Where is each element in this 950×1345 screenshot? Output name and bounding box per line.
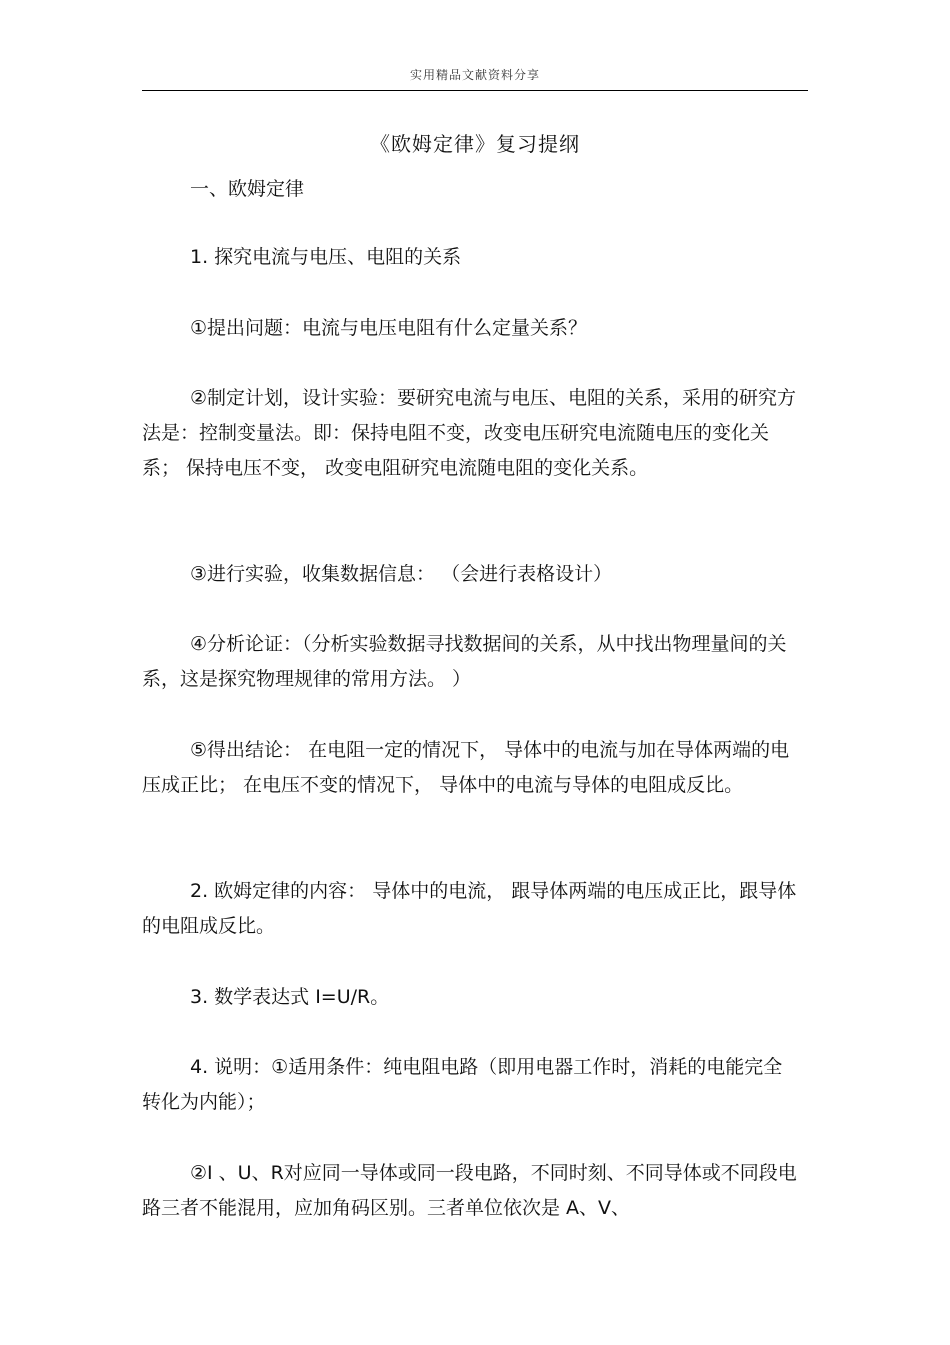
- section-heading-ohms-law: 一、欧姆定律: [190, 178, 305, 200]
- paragraph-make-plan: ②制定计划，设计实验：要研究电流与电压、电阻的关系，采用的研究方法是：控制变量法。即：保持电阻不变，改变电压研究电流随电压的变化关系； 保持电压不变， 改变电阻研究电流随电阻的变化关系。: [142, 387, 797, 479]
- page-header: 实用精品文献资料分享: [409, 68, 540, 82]
- paragraph-law-content: 2. 欧姆定律的内容： 导体中的电流， 跟导体两端的电压成正比，跟导体的电阻成反比。: [142, 880, 797, 937]
- paragraph-experiment: ③进行实验，收集数据信息： （会进行表格设计）: [190, 563, 613, 585]
- paragraph-analysis: ④分析论证：（分析实验数据寻找数据间的关系，从中找出物理量间的关系，这是探究物理规律的常用方法。 ）: [142, 633, 787, 690]
- paragraph-units: ②I 、U、R对应同一导体或同一段电路，不同时刻、不同导体或不同段电路三者不能混用，应加角码区别。三者单位依次是 A、V、: [142, 1162, 797, 1219]
- document-title: 《欧姆定律》复习提纲: [370, 132, 580, 156]
- header-rule: [142, 90, 808, 91]
- paragraph-conclusion: ⑤得出结论： 在电阻一定的情况下， 导体中的电流与加在导体两端的电压成正比； 在电压不变的情况下， 导体中的电流与导体的电阻成反比。: [142, 739, 790, 796]
- paragraph-formula: 3. 数学表达式 I=U/R。: [190, 986, 390, 1008]
- paragraph-notes: 4. 说明：①适用条件：纯电阻电路（即用电器工作时，消耗的电能完全转化为内能）；: [142, 1056, 783, 1113]
- paragraph-raise-question: ①提出问题：电流与电压电阻有什么定量关系？: [190, 317, 588, 339]
- paragraph-explore-relation: 1. 探究电流与电压、电阻的关系: [190, 246, 462, 268]
